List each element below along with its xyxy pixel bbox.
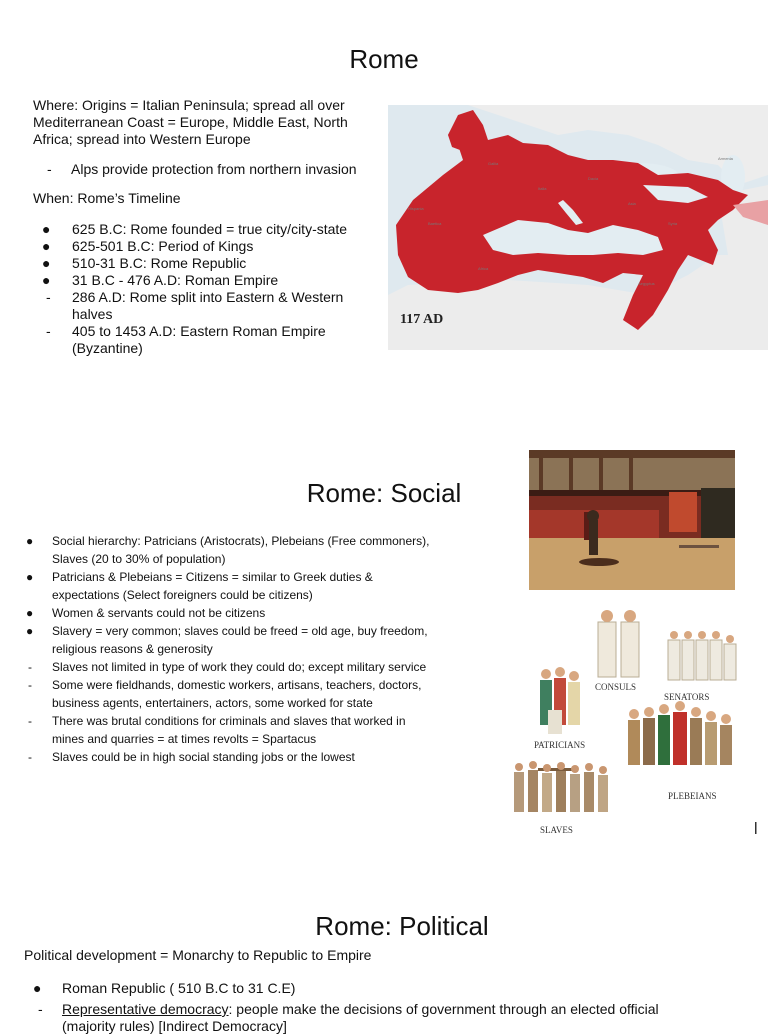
social-classes-illustration [468, 600, 760, 838]
roman-empire-map [388, 105, 768, 350]
map-year-label: 117 AD [400, 312, 444, 327]
timeline-list [42, 221, 382, 357]
svg-text:Gallia: Gallia [488, 161, 499, 166]
dash-marker: - [38, 1001, 43, 1017]
list-item: ● Patricians & Plebeians = Citizens = similar to Greek duties & expectations (Select foreigners could be citizens) [26, 570, 373, 602]
svg-text:Dacia: Dacia [588, 176, 599, 181]
dash-marker: - [47, 161, 52, 177]
rep-democracy-text: : people make the decisions of government through an elected official [228, 1001, 659, 1017]
list-item: - 286 A.D: Rome split into Eastern & Western halves [46, 289, 344, 322]
svg-text:Aegyptus: Aegyptus [638, 281, 655, 286]
section-title-rome: Rome [349, 44, 419, 74]
list-item: ● Slavery = very common; slaves could be freed = old age, buy freedom, religious reasons & generosity [26, 624, 428, 656]
svg-text:Hispania: Hispania [408, 206, 424, 211]
svg-text:Armenia: Armenia [718, 156, 733, 161]
rep-democracy-continuation: (majority rules) [Indirect Democracy] [62, 1018, 287, 1034]
where-text: Where: Origins = Italian Peninsula; spread all over Mediterranean Coast = Europe, Middle East, North Africa; spread into Western Europe [33, 97, 348, 147]
label-senators: SENATORS [664, 692, 710, 702]
alps-text: Alps provide protection from northern invasion [71, 161, 357, 177]
political-intro: Political development = Monarchy to Republic to Empire [24, 947, 372, 963]
social-figures [468, 600, 760, 838]
list-item: ● Social hierarchy: Patricians (Aristocrats), Plebeians (Free commoners), Slaves (20 to 30% of population) [26, 534, 430, 566]
list-item: - Slaves not limited in type of work they could do; except military service [28, 660, 427, 674]
section-title-political: Rome: Political [315, 911, 489, 941]
svg-text:Asia: Asia [628, 201, 636, 206]
list-item: - Slaves could be in high social standing jobs or the lowest [28, 750, 355, 764]
svg-text:Baetica: Baetica [428, 221, 442, 226]
gladiator-scene [529, 450, 735, 590]
roman-republic-item [33, 980, 733, 997]
list-item: - Some were fieldhands, domestic workers, artisans, teachers, doctors, business agents, entertainers, actors, some worked for state [28, 678, 422, 710]
roman-republic-text: Roman Republic ( 510 B.C to 31 C.E) [62, 980, 296, 996]
label-consuls: CONSULS [595, 682, 637, 692]
svg-text:Syria: Syria [668, 221, 678, 226]
label-patricians: PATRICIANS [534, 740, 586, 750]
gladiator-painting [529, 450, 735, 590]
social-list [26, 532, 436, 766]
list-item: ● 625 B.C: Rome founded = true city/city-state [42, 221, 348, 237]
list-item: ● Women & servants could not be citizens [26, 606, 266, 620]
list-item: - 405 to 1453 A.D: Eastern Roman Empire (Byzantine) [46, 323, 326, 356]
alps-item [47, 161, 387, 178]
list-item: ● 31 B.C - 476 A.D: Roman Empire [42, 272, 279, 288]
bullet-marker: ● [33, 980, 42, 996]
list-item: - There was brutal conditions for criminals and slaves that worked in mines and quarries = at times revolts = Spartacus [28, 714, 406, 746]
list-item: ● 510-31 B.C: Rome Republic [42, 255, 247, 271]
label-slaves: SLAVES [540, 825, 573, 835]
svg-text:Africa: Africa [478, 266, 489, 271]
rep-democracy-term: Representative democracy [62, 1001, 229, 1017]
svg-text:Italia: Italia [538, 186, 547, 191]
map-graphic [388, 105, 768, 350]
section-title-social: Rome: Social [306, 478, 462, 508]
rep-democracy-item [38, 1001, 758, 1034]
when-text: When: Rome’s Timeline [33, 190, 181, 206]
label-plebeians: PLEBEIANS [668, 791, 717, 801]
list-item: ● 625-501 B.C: Period of Kings [42, 238, 254, 254]
